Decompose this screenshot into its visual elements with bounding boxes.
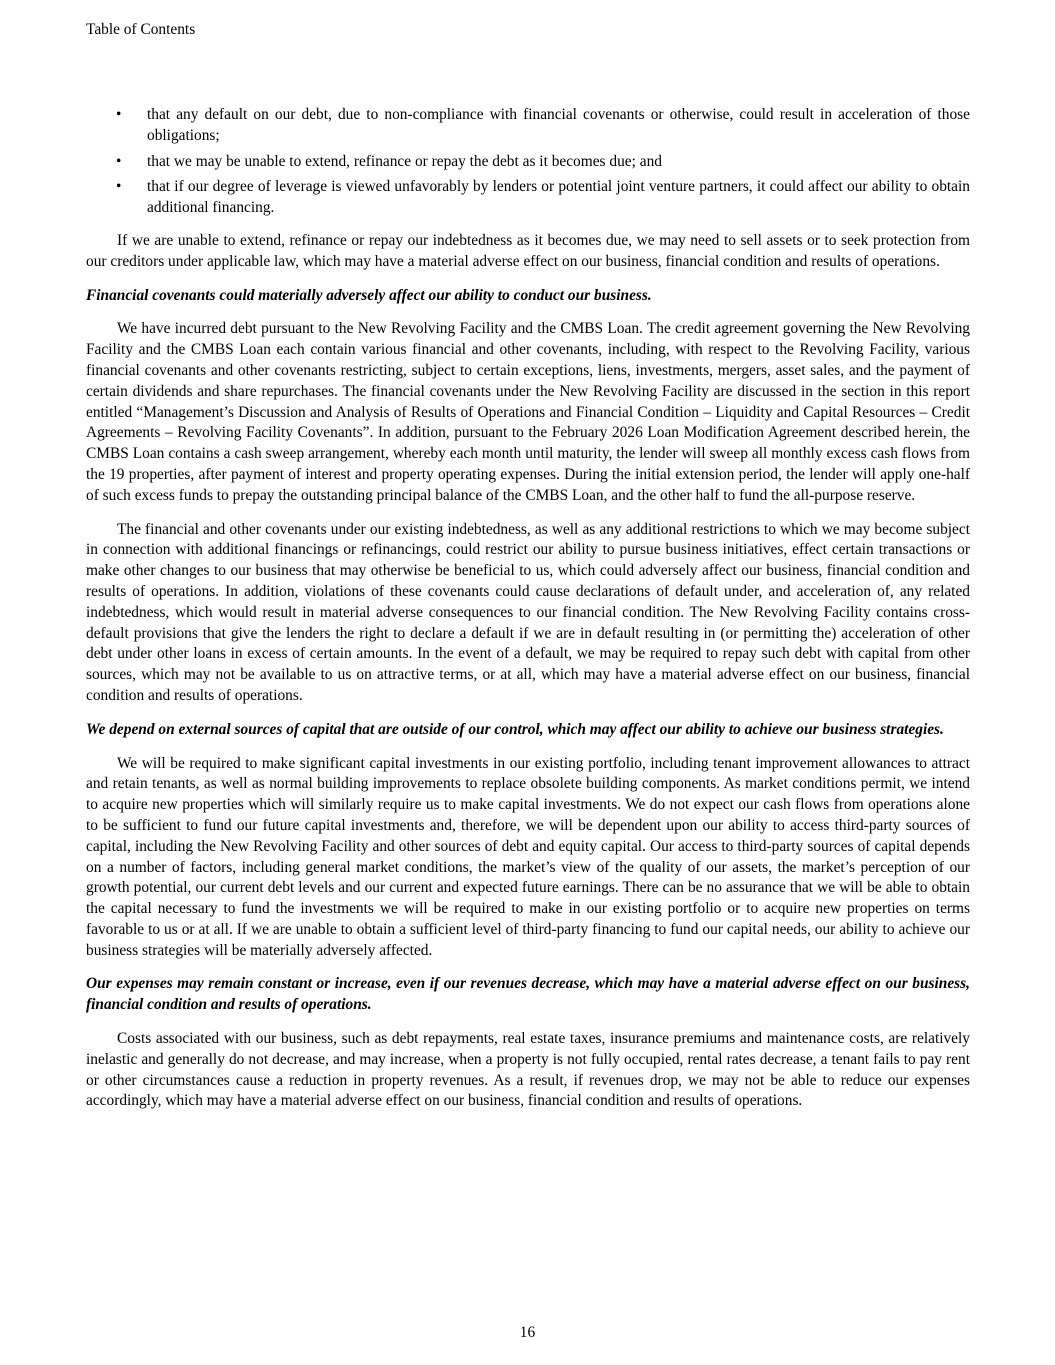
paragraph-debt-covenants: We have incurred debt pursuant to the New Revolving Facility and the CMBS Loan. The credit agreement governing the New Revolving Facility and the CMBS Loan each contain various financial and other covenants, including, with respect to the Revolving Facility, various financial covenants and other covenants restricting, subject to certain exceptions, liens, investments, mergers, asset sales, and the payment of certain dividends and share repurchases. The financial covenants under the New Revolving Facility are discussed in the section in this report entitled “Management’s Discussion and Analysis of Results of Operations and Financial Condition – Liquidity and Capital Resources – Credit Agreements – Revolving Facility Covenants”. In addition, pursuant to the February 2026 Loan Modification Agreement described herein, the CMBS Loan contains a cash sweep arrangement, whereby each month until maturity, the lender will sweep all monthly excess cash flows from the 19 properties, after payment of interest and property operating expenses. During the initial extension period, the lender will apply one-half of such excess funds to prepay the outstanding principal balance of the CMBS Loan, and the other half to fund the all-purpose reserve. <box>86 320 970 504</box>
list-item <box>86 152 970 173</box>
paragraph-costs: Costs associated with our business, such as debt repayments, real estate taxes, insurance premiums and maintenance costs, are relatively inelastic and generally do not decrease, and may increase, when a property is not fully occupied, rental rates decrease, a tenant fails to pay rent or other circumstances cause a reduction in property revenues. As a result, if revenues drop, we may not be able to reduce our expenses accordingly, which may have a material adverse effect on our business, financial condition and results of operations. <box>86 1030 970 1110</box>
paragraph-capital-investments: We will be required to make significant capital investments in our existing portfolio, including tenant improvement allowances to attract and retain tenants, as well as normal building improvements to replace obsolete building components. As market conditions permit, we intend to acquire new properties which will similarly require us to make capital investments. We do not expect our cash flows from operations alone to be sufficient to fund our future capital investments and, therefore, we will be dependent upon our ability to access third-party sources of capital, including the New Revolving Facility and other sources of debt and equity capital. Our access to third-party sources of capital depends on a number of factors, including general market conditions, the market’s view of the quality of our assets, the market’s perception of our growth potential, our current debt levels and our current and expected future earnings. There can be no assurance that we will be able to obtain the capital necessary to fund the investments we will be required to make in our existing portfolio or to acquire new properties on terms favorable to us or at all. If we are unable to obtain a sufficient level of third-party financing to fund our capital needs, our ability to achieve our business strategies will be materially adversely affected. <box>86 754 970 959</box>
bullet-icon: • <box>116 152 122 170</box>
list-item-text: that any default on our debt, due to non-compliance with financial covenants or otherwise, could result in acceleration of those obligations; <box>147 106 970 144</box>
list-item-text: that if our degree of leverage is viewed unfavorably by lenders or potential joint venture partners, it could affect our ability to obtain additional financing. <box>147 178 970 217</box>
bullet-icon: • <box>116 178 122 196</box>
bullet-icon: • <box>116 106 122 123</box>
section-heading-financial-covenants: Financial covenants could materially adversely affect our ability to conduct our business. <box>86 286 652 304</box>
list-item <box>86 177 970 219</box>
table-of-contents-link[interactable]: Table of Contents <box>86 21 196 38</box>
document-body <box>86 105 970 1125</box>
list-item <box>86 105 970 147</box>
section-heading-external-capital: We depend on external sources of capital that are outside of our control, which may affect our ability to achieve our business strategies. <box>86 720 944 738</box>
paragraph-indebtedness: If we are unable to extend, refinance or repay our indebtedness as it becomes due, we may need to sell assets or to seek protection from our creditors under applicable law, which may have a material adverse effect on our business, financial condition and results of operations. <box>86 231 970 270</box>
list-item-text: that we may be unable to extend, refinance or repay the debt as it becomes due; and <box>147 152 662 170</box>
paragraph-covenant-restrictions: The financial and other covenants under our existing indebtedness, as well as any additional restrictions to which we may become subject in connection with additional financings or refinancings, could restrict our ability to pursue business initiatives, effect certain transactions or make other changes to our business that may otherwise be beneficial to us, which could adversely affect our business, financial condition and results of operations. In addition, violations of these covenants could cause declarations of default under, and acceleration of, any related indebtedness, which would result in material adverse consequences to our financial condition. The New Revolving Facility contains cross-default provisions that give the lenders the right to declare a default if we are in default resulting in (or permitting the) acceleration of other debt under other loans in excess of certain amounts. In the event of a default, we may be required to repay such debt with capital from other sources, which may not be available to us on attractive terms, or at all, which may have a material adverse effect on our business, financial condition and results of operations. <box>86 520 970 704</box>
risk-bullet-list <box>86 105 970 219</box>
page-number: 16 <box>519 1324 536 1341</box>
section-heading-expenses: Our expenses may remain constant or increase, even if our revenues decrease, which may have a material adverse effect on our business, financial condition and results of operations. <box>86 975 970 1014</box>
